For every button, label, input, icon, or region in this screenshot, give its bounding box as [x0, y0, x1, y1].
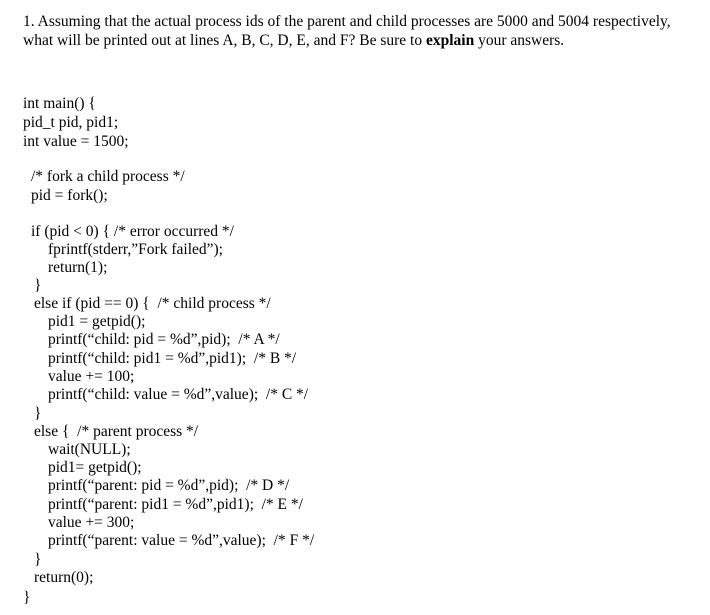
code-line: printf(“child: pid1 = %d”,pid1); /* B */: [48, 350, 297, 367]
code-line: }: [34, 551, 42, 568]
code-line: fprintf(stderr,”Fork failed”);: [48, 241, 223, 258]
code-line: value += 300;: [48, 514, 135, 531]
code-line: }: [23, 589, 31, 606]
code-line: printf(“parent: pid = %d”,pid); /* D */: [48, 477, 290, 494]
code-line: else if (pid == 0) { /* child process */: [34, 295, 271, 312]
code-line: /* fork a child process */: [31, 168, 185, 185]
question-text: [23, 12, 693, 50]
code-line: printf(“parent: pid1 = %d”,pid1); /* E */: [48, 496, 303, 513]
code-line: if (pid < 0) { /* error occurred */: [31, 223, 234, 240]
code-line: pid1= getpid();: [48, 459, 142, 476]
question-emphasis: explain: [425, 32, 475, 49]
code-line: printf(“child: pid = %d”,pid); /* A */: [48, 331, 280, 348]
code-line: wait(NULL);: [48, 441, 131, 458]
code-line: int main() {: [23, 95, 96, 112]
code-line: pid1 = getpid();: [48, 313, 146, 330]
code-line: return(0);: [34, 569, 94, 586]
code-line: printf(“parent: value = %d”,value); /* F */: [48, 532, 315, 549]
code-line: }: [34, 277, 42, 294]
code-line: pid_t pid, pid1;: [23, 114, 119, 131]
code-line: else { /* parent process */: [34, 423, 199, 440]
question-intro: 1. Assuming that the actual process ids of the parent and child processes are 5000 and 5004 respectively, what will be printed out at lines A, B, C, D, E, and F? Be sure to: [23, 13, 671, 49]
code-line: value += 100;: [48, 368, 135, 385]
code-line: printf(“child: value = %d”,value); /* C */: [48, 386, 309, 403]
code-line: return(1);: [48, 259, 108, 276]
code-line: pid = fork();: [31, 187, 108, 204]
question-outro: your answers.: [474, 32, 565, 49]
code-line: }: [34, 405, 42, 422]
code-line: int value = 1500;: [23, 133, 129, 150]
